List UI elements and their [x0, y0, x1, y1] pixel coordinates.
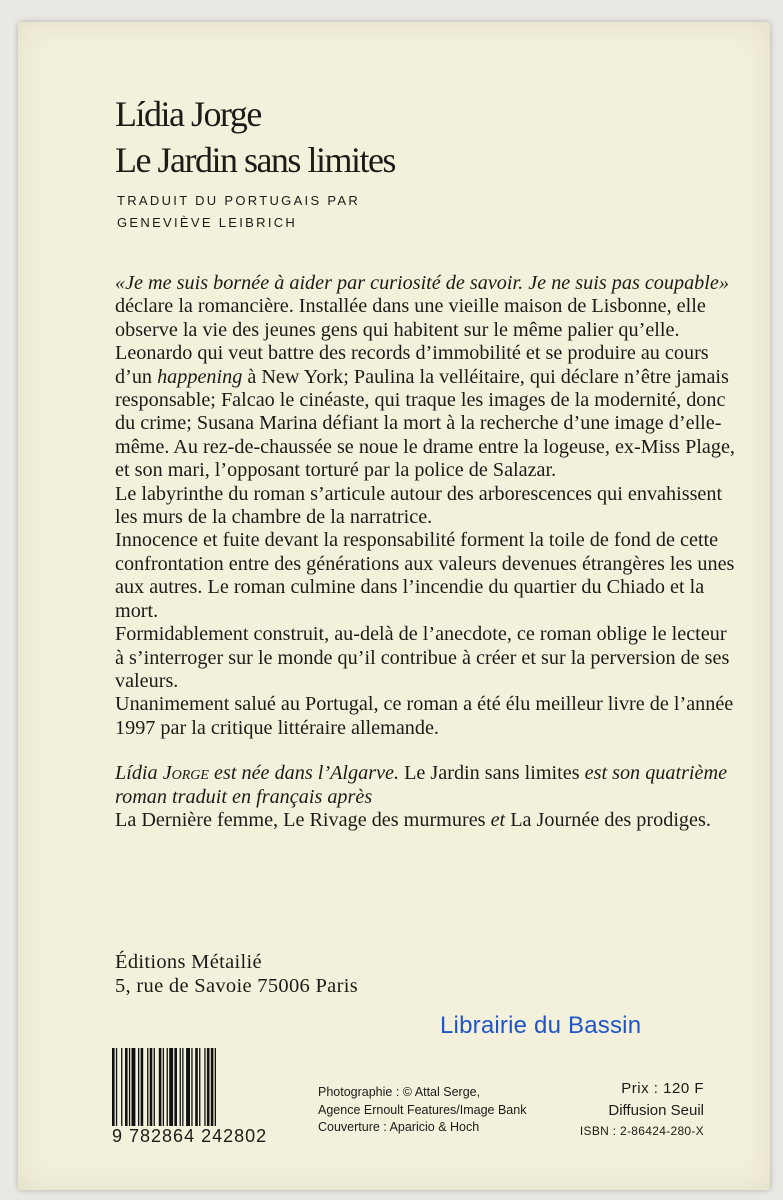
barcode-bar: [191, 1048, 192, 1128]
bio-name-last: Jorge: [162, 762, 209, 785]
barcode-bar: [132, 1048, 136, 1128]
barcode-bar: [174, 1048, 177, 1128]
blurb-happening: happening: [157, 365, 243, 388]
barcode-bar: [195, 1048, 198, 1128]
blurb-paragraph-4: Formidablement construit, au-delà de l’anecdote, ce roman oblige le lecteur à s’interroger sur le monde qu’il contribue à créer et sur la perversion de ses valeurs.: [115, 623, 730, 692]
barcode-bar: [167, 1048, 168, 1128]
barcode-bar: [169, 1048, 173, 1128]
barcode-bar: [159, 1048, 162, 1128]
barcode-bar: [121, 1048, 122, 1128]
price: Prix : 120 F: [621, 1080, 704, 1097]
barcode-bar: [141, 1048, 144, 1128]
blurb-paragraph-3: Innocence et fuite devant la responsabilité forment la toile de fond de cette confrontation entre des générations aux valeurs devenues étrangères les unes aux autres. Le roman culmine dans l’incendie du quartier du Chiado et la mort.: [115, 529, 735, 622]
bio-text: est son quatrième roman traduit en français après: [115, 762, 728, 808]
barcode-bar: [138, 1048, 139, 1128]
barcode-number: 9 782864 242802: [112, 1126, 268, 1146]
bio-text: est née dans l’Algarve.: [208, 762, 400, 785]
photo-credits: [318, 1084, 526, 1137]
translator-line-1: TRADUIT DU PORTUGAIS PAR: [117, 193, 361, 208]
author-bio: [115, 762, 735, 832]
barcode-bar: [147, 1048, 148, 1128]
author-name: Lídia Jorge: [115, 94, 261, 134]
blurb-text: déclare la romancière. Installée dans une vieille maison de Lisbonne, elle observe la vie des jeunes gens qui habitent sur le même palier qu’elle. Leonardo qui veut battre des records d’immobilité et se produire au cours d’un: [115, 295, 709, 388]
isbn: ISBN : 2-86424-280-X: [579, 1124, 704, 1138]
bio-text: et: [485, 808, 506, 831]
blurb-text: à New York; Paulina la velléitaire, qui déclare n’être jamais responsable; Falcao le cinéaste, qui traque les images de la modernité, donc du crime; Susana Marina défiant la mort à la recherche d’une image d’elle-même. Au rez-de-chaussée se noue le drame entre la logeuse, ex-Miss Plage, et son mari, l’opposant torturé par la police de Salazar.: [115, 365, 735, 482]
blurb-paragraph-1: [115, 272, 735, 483]
barcode-bar: [180, 1048, 181, 1128]
barcode-bar: [154, 1048, 155, 1128]
bookshop-stamp: Librairie du Bassin: [440, 1012, 642, 1039]
book-title: Le Jardin sans limites: [115, 140, 395, 180]
barcode-bar: [125, 1048, 128, 1128]
publisher-info: [115, 950, 358, 998]
book-back-cover: [18, 22, 770, 1190]
bio-book-title: La Dernière femme, Le Rivage des murmures: [115, 808, 486, 831]
bio-name-first: Lídia: [115, 762, 163, 785]
blurb: [115, 272, 735, 832]
blurb-quote: «Je me suis bornée à aider par curiosité de savoir. Je ne suis pas coupable»: [115, 272, 729, 294]
barcode-bar: [215, 1048, 216, 1128]
barcode-bar: [112, 1048, 115, 1128]
barcode-bar: [116, 1048, 117, 1128]
barcode-bar: [211, 1048, 214, 1128]
credit-line-3: Couverture : Aparicio & Hoch: [318, 1120, 480, 1134]
barcode-bar: [186, 1048, 190, 1128]
credit-line-2: Agence Ernoult Features/Image Bank: [318, 1102, 527, 1117]
price-block: [580, 1078, 704, 1140]
barcode-bar: [163, 1048, 164, 1128]
blurb-paragraph-5: Unanimement salué au Portugal, ce roman a été élu meilleur livre de l’année 1997 par la critique littéraire allemande.: [115, 693, 734, 739]
translator-credit: [117, 190, 360, 234]
barcode-bar: [182, 1048, 183, 1128]
barcode-bar: [207, 1048, 210, 1128]
barcode-bar: [150, 1048, 153, 1128]
barcode-bar: [204, 1048, 205, 1128]
credit-line-1: Photographie : © Attal Serge,: [318, 1085, 481, 1099]
barcode-bar: [199, 1048, 200, 1128]
barcode-bar: [129, 1048, 130, 1128]
publisher-name: Éditions Métailié: [115, 951, 262, 973]
distribution: Diffusion Seuil: [608, 1102, 704, 1119]
translator-name: GENEVIÈVE LEIBRICH: [117, 215, 298, 230]
spacer: [115, 740, 735, 762]
publisher-address: 5, rue de Savoie 75006 Paris: [115, 975, 358, 997]
blurb-paragraph-2: Le labyrinthe du roman s’articule autour des arborescences qui envahissent les murs de la chambre de la narratrice.: [115, 482, 723, 529]
bio-book-title: Le Jardin sans limites: [399, 762, 580, 785]
bio-book-title: La Journée des prodiges.: [505, 808, 711, 831]
